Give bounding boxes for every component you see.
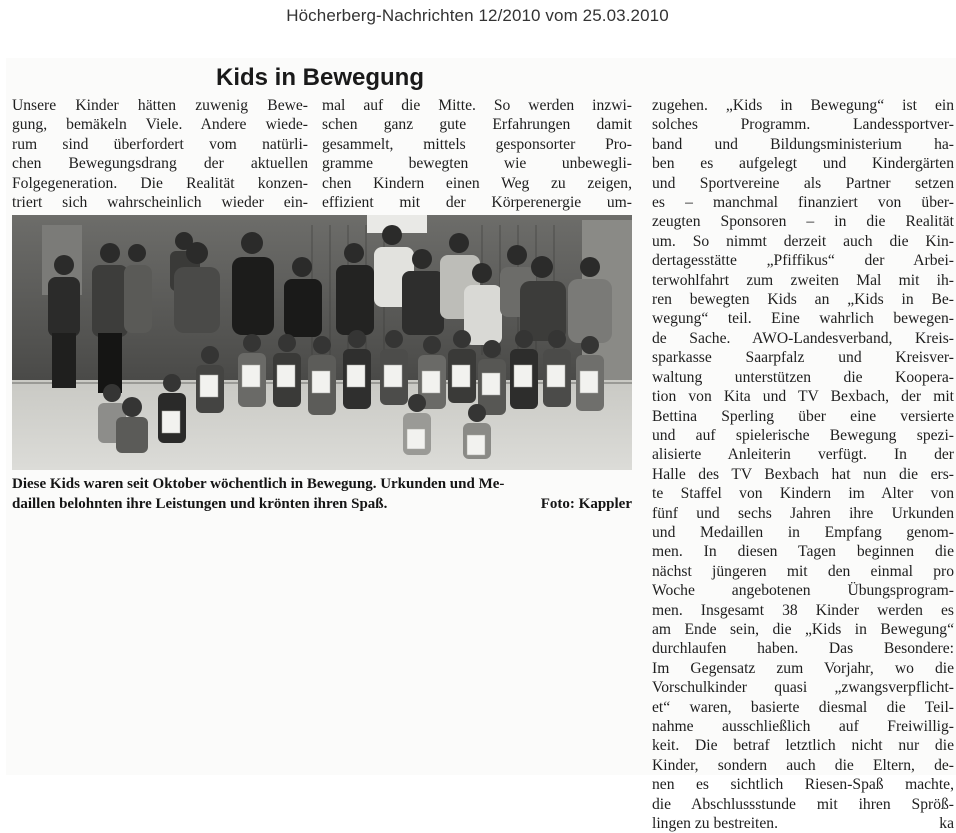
text-line: waltung unterstützen die Koopera-: [652, 368, 954, 386]
text-line: nahme ausschließlich auf Freiwillig-: [652, 718, 954, 735]
last-line-row: [652, 814, 954, 833]
text-line: effizient mit der Körperenergie um-: [322, 194, 632, 212]
caption-line-1: Diese Kids waren seit Oktober wöchentlich in Bewegung. Urkunden und Me-: [12, 476, 505, 492]
text-line: nächst jüngeren mit den einmal pro: [652, 562, 954, 580]
photo-credit: Foto: Kappler: [540, 495, 632, 512]
text-line: rum sind überfordert vom natürli-: [12, 135, 308, 153]
text-line: Folgegeneration. Die Realität konzen-: [12, 174, 308, 192]
group-photo-illustration: [12, 215, 632, 470]
caption-text: daillen belohnten ihre Leistungen und krönten ihren Spaß.: [12, 495, 388, 512]
text-line: band und Bildungsministerium ha-: [652, 135, 954, 153]
text-line: men. In diesen Tagen beginnen die: [652, 543, 954, 561]
article-title: Kids in Bewegung: [215, 64, 424, 91]
text-line: Vorschulkinder quasi „zwangsverpflicht-: [652, 679, 954, 697]
text-line: solches Programm. Landessportver-: [652, 116, 954, 134]
text-line: te Staffel von Kindern im Alter von: [652, 485, 954, 503]
text-line: Kinder, sondern auch die Eltern, de-: [652, 756, 954, 774]
text-line: gung, bemäkeln Viele. Andere wiede-: [12, 116, 308, 134]
text-line: Bettina Sperling über eine versierte: [652, 407, 954, 425]
author-initials: ka: [939, 815, 954, 833]
text-line: Woche angebotenen Übungsprogram-: [652, 582, 954, 600]
text-line: zugehen. „Kids in Bewegung“ ist ein: [652, 97, 954, 114]
text-line: terwohlfahrt zum zweiten Mal mit ih-: [652, 271, 954, 289]
text-line: alisierte Anleiterin verfügt. In der: [652, 446, 954, 464]
text-line: Im Gegensatz zum Vorjahr, wo die: [652, 659, 954, 677]
text-line: de Sache. AWO-Landesverband, Kreis-: [652, 329, 954, 347]
text-line: mal auf die Mitte. So werden inzwi-: [322, 97, 632, 114]
text-line: chen Bewegungsdrang der aktuellen: [12, 155, 308, 173]
caption-line-2: [12, 495, 632, 515]
group-photo: [12, 215, 632, 470]
text-line: Unsere Kinder hätten zuwenig Bewe-: [12, 97, 308, 114]
text-line: lingen zu bestreiten.: [652, 815, 779, 833]
article-column-2: [322, 96, 632, 212]
text-line: ben es aufgelegt und Kindergärten: [652, 155, 954, 173]
text-line: keit. Die betraf letztlich nicht nur die: [652, 737, 954, 755]
text-line: men. Insgesamt 38 Kinder werden es: [652, 601, 954, 619]
text-line: zeugten Sponsoren – in die Realität: [652, 213, 954, 231]
text-line: Halle des TV Bexbach hat nun die ers-: [652, 465, 954, 483]
text-line: tion von Kita und TV Bexbach, der mit: [652, 388, 954, 406]
text-line: die Abschlussstunde mit ihren Spröß-: [652, 795, 954, 813]
text-line: und auf spielerische Bewegung spezi-: [652, 426, 954, 444]
text-line: um. So nimmt derzeit auch die Kin-: [652, 232, 954, 250]
text-line: und Medaillen in Empfang genom-: [652, 523, 954, 541]
text-line: durchlaufen haben. Das Besondere:: [652, 640, 954, 658]
text-line: ren bewegten Kids an „Kids in Be-: [652, 291, 954, 309]
text-line: sparkasse Saarpfalz und Kreisver-: [652, 349, 954, 367]
text-line: schen ganz gute Erfahrungen damit: [322, 116, 632, 134]
photo-caption: [12, 475, 632, 514]
text-line: wegung“ teil. Eine wahrlich bewegen-: [652, 310, 954, 328]
newspaper-header: Höcherberg-Nachrichten 12/2010 vom 25.03.2010: [286, 6, 669, 25]
text-line: chen Kindern einen Weg zu zeigen,: [322, 174, 632, 192]
text-line: et“ waren, basierte diesmal die Teil-: [652, 698, 954, 716]
text-line: es – manchmal finanziert von über-: [652, 194, 954, 212]
text-line: am Ende sein, die „Kids in Bewegung“: [652, 620, 954, 638]
text-line: gramme bewegten wie unbewegli-: [322, 155, 632, 173]
text-line: und Sportvereine als Partner setzen: [652, 174, 954, 192]
text-line: triert sich wahrscheinlich wieder ein-: [12, 194, 308, 212]
text-line: fünf und sechs Jahren ihre Urkunden: [652, 504, 954, 522]
article-column-3: [652, 96, 954, 833]
article-column-1: [12, 96, 308, 212]
text-line: dertagesstätte „Pfiffikus“ der Arbei-: [652, 252, 954, 270]
text-line: gesammelt, mittels gesponsorter Pro-: [322, 135, 632, 153]
text-line: nen es sichtlich Riesen-Spaß machte,: [652, 776, 954, 794]
